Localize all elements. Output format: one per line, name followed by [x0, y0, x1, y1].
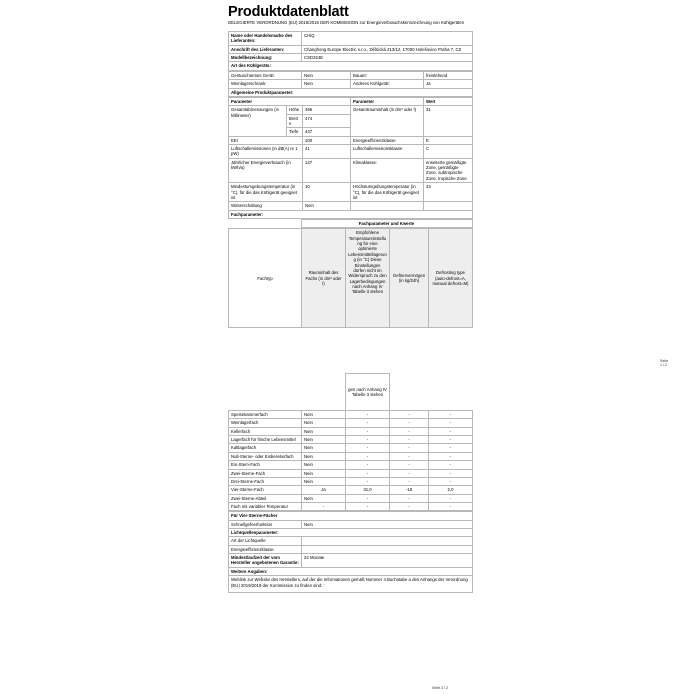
- type-table: [228, 71, 473, 97]
- compartment-volume: -: [346, 427, 390, 435]
- table-row: [229, 80, 473, 88]
- dimension-depth-value: 447: [303, 128, 351, 136]
- compartment-present: Nein: [302, 494, 346, 502]
- min-ambient-value: 10: [303, 183, 351, 202]
- compartment-volume: -: [346, 469, 390, 477]
- overall-dimensions-label: Gesamtabmessungen (in Millimeter): [229, 106, 287, 136]
- fach-rows-table: [228, 373, 473, 511]
- noise-class-label: Luftschallemissionsklasse: [351, 145, 424, 159]
- dimension-depth-label: Tiefe: [287, 128, 303, 136]
- wine-cabinet-label: Weinlagerschrank:: [229, 80, 302, 88]
- compartment-temp: -: [390, 436, 429, 444]
- table-row: [229, 452, 473, 460]
- table-row: [229, 71, 473, 79]
- fach-parameters-header-table: [228, 219, 473, 228]
- light-energy-class-value: [302, 545, 473, 553]
- table-row: [229, 106, 473, 114]
- column-header-value-2: Wert: [424, 97, 473, 105]
- eei-value: 100: [303, 136, 351, 144]
- compartment-present: Nein: [302, 452, 346, 460]
- compartment-present: Nein: [302, 469, 346, 477]
- other-appliance-label: Anderes Kühlgerät:: [351, 80, 424, 88]
- column-header-defrosting-type: Defrosting type (auto-defrost=A, manual defrost=M): [429, 229, 473, 328]
- compartment-temp: -: [390, 411, 429, 419]
- compartment-freeze: 2,0: [429, 486, 473, 494]
- table-row: [229, 529, 473, 537]
- table-row: [229, 576, 473, 593]
- table-row: [229, 62, 473, 70]
- table-row: [229, 537, 473, 545]
- total-volume-value: 31: [424, 106, 473, 136]
- compartment-volume: -: [346, 477, 390, 485]
- low-noise-label: Geräuscharmes Gerät:: [229, 71, 302, 79]
- table-row: [229, 436, 473, 444]
- block-one: [228, 31, 669, 367]
- compartment-volume: -: [346, 494, 390, 502]
- compartment-freeze: -: [429, 444, 473, 452]
- compartment-volume: -: [346, 436, 390, 444]
- page-number-1: Seite 1 / 2: [660, 359, 669, 367]
- light-energy-class-label: Energieeffizienzklasse: [229, 545, 302, 553]
- max-ambient-label: Höchstumgebungstemperatur (in °C), für die das Kühlgerät geeignet ist: [351, 183, 424, 202]
- section-header-fach-params: Fachparameter:: [229, 210, 473, 218]
- section-header-light-source: Lichtquellenparameter:: [229, 529, 473, 537]
- compartment-present: Nein: [302, 444, 346, 452]
- compartment-volume: 31,0: [346, 486, 390, 494]
- construction-label: Bauart:: [351, 71, 424, 79]
- table-row: [229, 411, 473, 419]
- compartment-temp: -: [390, 494, 429, 502]
- noise-value: 41: [303, 145, 351, 159]
- compartment-label: Zwei-Sterne-Fach: [229, 469, 302, 477]
- column-header-fachtyp: Fachtyp: [229, 229, 302, 328]
- table-row: [229, 427, 473, 435]
- winter-setting-label: Winterschaltung: [229, 202, 303, 210]
- compartment-freeze: -: [429, 427, 473, 435]
- winter-setting-value: Nein: [303, 202, 351, 210]
- noise-label: Luftschallemissionen (in dB(A) re 1 pW): [229, 145, 303, 159]
- column-header-freezing-capacity: Gefriervermögen (in kg/24h): [390, 229, 429, 328]
- annual-energy-label: Jährlicher Energieverbrauch (in kWh/a): [229, 158, 303, 182]
- light-source-type-label: Art der Lichtquelle: [229, 537, 302, 545]
- column-header-volume: Rauminhalt des Fachs (in dm³ oder l): [302, 229, 346, 328]
- dimension-height-value: 496: [303, 106, 351, 114]
- table-row: [229, 32, 473, 46]
- compartment-freeze: -: [429, 461, 473, 469]
- general-parameters-table: [228, 97, 473, 219]
- compartment-present: Nein: [302, 419, 346, 427]
- wine-cabinet-value: Nein: [302, 80, 351, 88]
- compartment-temp: -: [390, 444, 429, 452]
- other-appliance-value: Ja: [424, 80, 473, 88]
- max-ambient-value: 43: [424, 183, 473, 202]
- dimension-height-label: Höhe: [287, 106, 303, 114]
- section-header-type: Art des Kühlgeräts:: [229, 62, 473, 70]
- compartment-temp: -: [390, 502, 429, 510]
- table-row: [229, 145, 473, 159]
- compartment-volume: -: [346, 452, 390, 460]
- compartment-freeze: -: [429, 452, 473, 460]
- page-number-2: Seite 2 / 2: [432, 686, 449, 690]
- compartment-present: Nein: [302, 477, 346, 485]
- compartment-temp: -: [390, 469, 429, 477]
- compartment-label: Kaltlagerfach: [229, 444, 302, 452]
- additional-info-table: [228, 511, 473, 593]
- compartment-freeze: -: [429, 436, 473, 444]
- energy-class-value: E: [424, 136, 473, 144]
- annual-energy-value: 147: [303, 158, 351, 182]
- table-row: [229, 88, 473, 96]
- compartment-label: Lagerfach für frische Lebensmittel: [229, 436, 302, 444]
- table-row: gen nach Anhang IV Tabelle 3 stehen: [229, 374, 473, 411]
- page-title: Produktdatenblatt: [228, 4, 349, 20]
- compartment-label: Kellerfach: [229, 427, 302, 435]
- noise-class-value: C: [424, 145, 473, 159]
- compartment-present: Nein: [302, 461, 346, 469]
- compartment-label: Zwei-Sterne-Abteil: [229, 494, 302, 502]
- compartment-temp: -: [390, 419, 429, 427]
- table-row: [229, 202, 473, 210]
- table-row: [229, 486, 473, 494]
- table-row: [229, 419, 473, 427]
- compartment-temp: -: [390, 452, 429, 460]
- eei-label: EEI: [229, 136, 303, 144]
- regulation-intro: DELEGIERTE VERORDNUNG (EU) 2019/2016 DER KOMMISSION zur Energieverbrauchskennzeichnung von Kühlgeräten: [228, 20, 465, 25]
- climate-class-value: erweiterte gemäßigte Zone, gemäßigte Zone, subtropische Zone, tropische Zone: [424, 158, 473, 182]
- fast-freeze-value: Nein: [302, 520, 473, 528]
- compartment-freeze: -: [429, 502, 473, 510]
- compartment-label: Null-Sterne- oder Eisbereiterfach: [229, 452, 302, 460]
- compartment-freeze: -: [429, 469, 473, 477]
- compartment-present: Nein: [302, 436, 346, 444]
- construction-value: freistehend: [424, 71, 473, 79]
- compartment-label: Vier-Sterne-Fach: [229, 486, 302, 494]
- table-row: [229, 512, 473, 520]
- table-row: [229, 469, 473, 477]
- energy-class-label: Energieeffizienzklasse: [351, 136, 424, 144]
- compartment-label: Fach mit variabler Temperatur: [229, 502, 302, 510]
- compartment-temp: -18: [390, 486, 429, 494]
- table-row: [228, 219, 472, 227]
- table-row: [229, 477, 473, 485]
- supplier-address-label: Anschrift des Lieferanten:: [229, 45, 302, 53]
- min-ambient-label: Mindestumgebungstemperatur (in °C), für die das Kühlgerät geeignet ist: [229, 183, 303, 202]
- empty-value: [424, 202, 473, 210]
- low-noise-value: Nein: [302, 71, 351, 79]
- block-two: [228, 373, 472, 690]
- table-row: [229, 210, 473, 218]
- manufacturer-weblink-text: Weblink zur Website des Herstellers, auf der die Informationen gemäß Nummer 4 Buchstabe a des Anhangs der Verordnung (EU) 2019/2019 der Kommission zu finden sind: :: [229, 576, 473, 593]
- compartment-label: Drei-Sterne-Fach: [229, 477, 302, 485]
- compartment-present: Ja: [302, 486, 346, 494]
- table-row: [229, 158, 473, 182]
- table-row: [229, 183, 473, 202]
- compartment-freeze: -: [429, 494, 473, 502]
- compartment-label: Weinlagerfach: [229, 419, 302, 427]
- table-row: [229, 461, 473, 469]
- table-row: [229, 567, 473, 575]
- fast-freeze-label: Schnellgefrierfunktion: [229, 520, 302, 528]
- table-row: [229, 545, 473, 553]
- fach-column-headers-table: [228, 228, 473, 328]
- dimension-width-label: Breite: [287, 114, 303, 128]
- compartment-volume: -: [346, 461, 390, 469]
- section-header-general: Allgemeine Produktparameter:: [229, 88, 473, 96]
- total-volume-label: Gesamtrauminhalt (in dm³ oder l): [351, 106, 424, 136]
- supplier-name-value: CHiQ: [302, 32, 473, 46]
- compartment-present: Nein: [302, 427, 346, 435]
- table-row: [229, 444, 473, 452]
- compartment-freeze: -: [429, 477, 473, 485]
- compartment-temp: -: [390, 477, 429, 485]
- compartment-volume: -: [346, 444, 390, 452]
- supplier-table: [228, 31, 473, 71]
- column-header-parameter-2: Parameter: [351, 97, 424, 105]
- model-value: CSD324E: [302, 54, 473, 62]
- supplier-name-label: Name oder Handelsmarke des Lieferanten:: [229, 32, 302, 46]
- warranty-label: Mindestlaufzeit der vom Hersteller angebotenen Garantie:: [229, 554, 302, 568]
- table-row: [229, 54, 473, 62]
- dimension-width-value: 474: [303, 114, 351, 128]
- supplier-address-value: Changhong Europe Electric s.r.o., Dělnická 213/12, 17000 Holešovice Praha 7, CZ: [302, 45, 473, 53]
- compartment-freeze: -: [429, 419, 473, 427]
- table-row: [229, 520, 473, 528]
- table-row: [229, 554, 473, 568]
- section-header-vier-sterne: Für Vier-Sterne-Fächer: [229, 512, 473, 520]
- warranty-value: 24 Monate: [302, 554, 473, 568]
- compartment-present: Nein: [302, 411, 346, 419]
- compartment-volume: -: [346, 502, 390, 510]
- model-label: Modellbezeichnung:: [229, 54, 302, 62]
- empty-label: [351, 202, 424, 210]
- compartment-label: Speisekammerfach: [229, 411, 302, 419]
- section-header-other: Weitere Angaben:: [229, 567, 473, 575]
- fach-params-values-header: Fachparameter und Kwerte: [301, 219, 472, 227]
- compartment-volume: -: [346, 411, 390, 419]
- compartment-freeze: -: [429, 411, 473, 419]
- table-row: [229, 229, 473, 328]
- column-header-temperature: Empfohlene Temperatureinstellung für eine optimierte Lebensmittellagerung (in °C) Diese Einstellungen dürfen nicht im Widerspruch zu den Lagerbedingungen nach Anhang IV Tabelle 3 stehen: [346, 229, 390, 328]
- table-row: [229, 136, 473, 144]
- table-row: [229, 45, 473, 53]
- climate-class-label: Klimaklasse:: [351, 158, 424, 182]
- compartment-volume: -: [346, 419, 390, 427]
- light-source-type-value: [302, 537, 473, 545]
- column-header-parameter-1: Parameter: [229, 97, 351, 105]
- table-row: [229, 494, 473, 502]
- compartment-label: Ein-Stern-Fach: [229, 461, 302, 469]
- table-row: [229, 97, 473, 105]
- table-row: [229, 502, 473, 510]
- compartment-present: -: [302, 502, 346, 510]
- compartment-temp: -: [390, 461, 429, 469]
- compartment-temp: -: [390, 427, 429, 435]
